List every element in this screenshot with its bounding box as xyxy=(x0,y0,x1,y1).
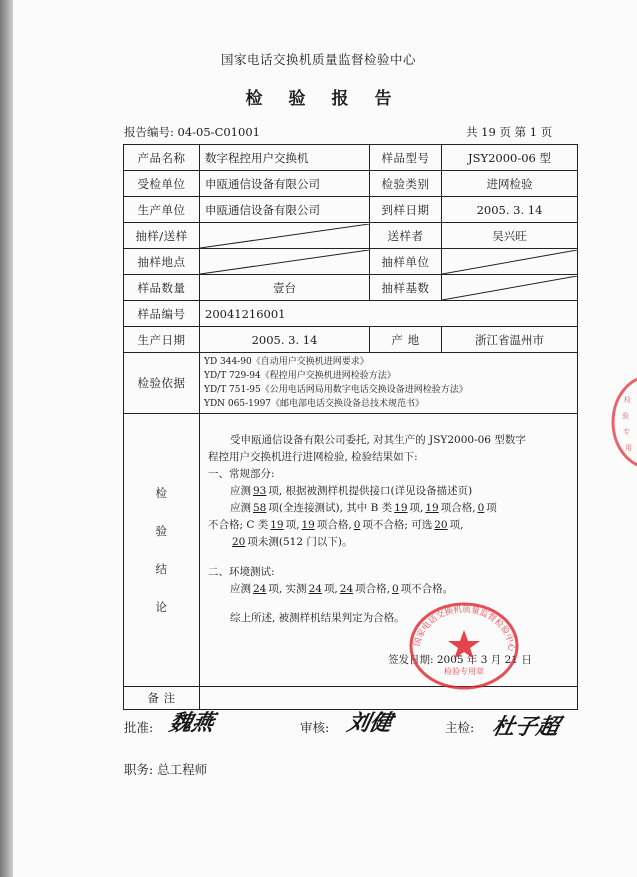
strikeout-line xyxy=(200,224,369,248)
result-text: 项合格, xyxy=(355,583,390,595)
result-line xyxy=(230,534,352,551)
standard-item: YDN 065-1997《邮电部电话交换设备总技术规范书》 xyxy=(204,399,425,409)
conclusion-label-char: 验 xyxy=(155,524,168,538)
sender-value: 吴兴旺 xyxy=(442,223,578,249)
table-row xyxy=(124,275,578,301)
result-number: 58 xyxy=(253,502,267,514)
reviewer-signature: 刘健 xyxy=(344,710,395,736)
result-text: 不合格; C 类 xyxy=(208,519,269,531)
result-number: 19 xyxy=(301,519,315,531)
strikeout-line xyxy=(442,250,577,274)
svg-text:验: 验 xyxy=(622,412,629,420)
svg-text:检: 检 xyxy=(624,396,631,404)
sampling-base-strikeout xyxy=(442,275,578,301)
inspection-type-label: 检验类别 xyxy=(370,171,442,197)
issue-date: 签发日期: 2005 年 3 月 21 日 xyxy=(388,654,532,666)
sampling-place-strikeout xyxy=(200,249,370,275)
result-number: 24 xyxy=(308,583,322,595)
inspected-unit-label: 受检单位 xyxy=(124,171,200,197)
product-name-value: 数字程控用户交换机 xyxy=(200,145,370,171)
origin-label: 产 地 xyxy=(370,327,442,353)
official-seal xyxy=(405,600,523,690)
standard-item: YD/T 729-94《程控用户交换机进网检验方法》 xyxy=(204,371,396,381)
basis-label: 检验依据 xyxy=(124,353,200,414)
result-text: 项不合格。 xyxy=(400,583,454,595)
arrival-date-value: 2005. 3. 14 xyxy=(442,197,578,223)
quantity-value: 壹台 xyxy=(200,275,370,301)
section-title: 一、常规部分: xyxy=(208,468,275,480)
production-date-value: 2005. 3. 14 xyxy=(200,327,370,353)
result-number: 24 xyxy=(253,583,267,595)
result-line xyxy=(208,517,463,534)
result-text: 项合格, xyxy=(440,502,476,514)
inspected-unit-value: 申瓯通信设备有限公司 xyxy=(200,171,370,197)
approver-signature: 魏燕 xyxy=(166,710,217,736)
seal-label: 检验专用章 xyxy=(444,667,484,676)
sampling-place-label: 抽样地点 xyxy=(124,249,200,275)
result-number: 93 xyxy=(253,485,267,497)
model-value: JSY2000-06 型 xyxy=(442,145,578,171)
seal-star-icon xyxy=(448,630,480,659)
table-row xyxy=(124,301,578,327)
result-number: 0 xyxy=(477,502,485,514)
result-text: 项, 根据被测样机提供接口(详见设备描述页) xyxy=(268,485,473,497)
sampling-base-label: 抽样基数 xyxy=(370,275,442,301)
model-label: 样品型号 xyxy=(370,145,442,171)
sender-label: 送样者 xyxy=(370,223,442,249)
remarks-label: 备 注 xyxy=(124,687,200,710)
conclusion-label xyxy=(124,414,200,687)
arrival-date-label: 到样日期 xyxy=(370,197,442,223)
svg-text:专: 专 xyxy=(623,428,630,436)
result-number: 20 xyxy=(434,519,448,531)
product-name-label: 产品名称 xyxy=(124,145,200,171)
svg-text:用: 用 xyxy=(625,444,632,452)
organization-name: 国家电话交换机质量监督检验中心 xyxy=(220,52,416,67)
result-text: 项 xyxy=(486,502,497,514)
sampling-unit-label: 抽样单位 xyxy=(370,249,442,275)
sampling-unit-strikeout xyxy=(442,249,578,275)
sampling-label: 抽样/送样 xyxy=(124,223,200,249)
conclusion-label-char: 论 xyxy=(155,600,168,614)
quantity-label: 样品数量 xyxy=(124,275,200,301)
approver-label: 批准: xyxy=(124,720,154,735)
result-line xyxy=(230,500,497,517)
manufacturer-value: 申瓯通信设备有限公司 xyxy=(200,197,370,223)
result-number: 20 xyxy=(232,536,246,548)
sampling-value-strikeout xyxy=(200,223,370,249)
seal-text: 国家电话交换机质量监督检验中心 xyxy=(412,604,517,653)
lead-inspector-signature: 杜子超 xyxy=(489,714,562,740)
result-line xyxy=(230,483,472,500)
result-text: 项, 实测 xyxy=(268,583,307,595)
sample-no-label: 样品编号 xyxy=(124,301,200,327)
table-row xyxy=(124,353,578,414)
result-number: 24 xyxy=(339,583,354,595)
result-number: 19 xyxy=(425,502,439,514)
table-row xyxy=(124,171,578,197)
table-row xyxy=(124,327,578,353)
origin-value: 浙江省温州市 xyxy=(442,327,578,353)
report-number: 报告编号: 04-05-C01001 xyxy=(124,125,260,139)
result-number: 19 xyxy=(394,502,408,514)
result-number: 0 xyxy=(353,519,361,531)
result-line xyxy=(230,581,453,598)
table-row xyxy=(124,223,578,249)
conclusion-label-char: 结 xyxy=(155,562,168,576)
sample-no-value: 20041216001 xyxy=(200,301,578,327)
result-text: 应测 xyxy=(230,583,251,595)
table-row xyxy=(124,145,578,171)
inspection-type-value: 进网检验 xyxy=(442,171,578,197)
result-text: 项(全连接测试), 其中 B 类 xyxy=(268,502,393,514)
conclusion-intro: 受申瓯通信设备有限公司委托, 对其生产的 JSY2000-06 型数字 xyxy=(230,434,526,446)
reviewer-label: 审核: xyxy=(300,720,330,735)
result-text: 项, xyxy=(285,519,300,531)
manufacturer-label: 生产单位 xyxy=(124,197,200,223)
standards-list xyxy=(200,353,578,414)
result-text: 项不合格; 可选 xyxy=(362,519,433,531)
result-number: 19 xyxy=(270,519,284,531)
edge-seal-fragment xyxy=(606,372,637,472)
production-date-label: 生产日期 xyxy=(124,327,200,353)
section-title: 二、环境测试: xyxy=(208,566,275,578)
result-text: 项, xyxy=(323,583,338,595)
result-number: 0 xyxy=(392,583,399,595)
conclusion-label-char: 检 xyxy=(155,486,168,500)
result-text: 应测 xyxy=(230,485,251,497)
binding-edge xyxy=(0,0,13,877)
standard-item: YD 344-90《自动用户交换机进网要求》 xyxy=(204,357,369,367)
result-text: 项, xyxy=(409,502,424,514)
result-text: 项, xyxy=(449,519,464,531)
result-text: 应测 xyxy=(230,502,251,514)
strikeout-line xyxy=(200,250,369,274)
standard-item: YD/T 751-95《公用电话网局用数字电话交换设备进网检验方法》 xyxy=(204,385,468,395)
approver-position: 职务: 总工程师 xyxy=(124,762,208,777)
result-text: 项合格, xyxy=(316,519,352,531)
conclusion-summary: 综上所述, 被测样机结果判定为合格。 xyxy=(230,612,405,624)
conclusion-intro: 程控用户交换机进行进网检验, 检验结果如下: xyxy=(208,451,418,463)
result-text: 项未测(512 门以下)。 xyxy=(247,536,353,548)
page-count: 共 19 页 第 1 页 xyxy=(466,125,553,139)
report-title: 检验报告 xyxy=(245,89,418,109)
table-row xyxy=(124,249,578,275)
table-row xyxy=(124,197,578,223)
strikeout-line xyxy=(442,276,577,300)
lead-inspector-label: 主检: xyxy=(445,720,475,735)
